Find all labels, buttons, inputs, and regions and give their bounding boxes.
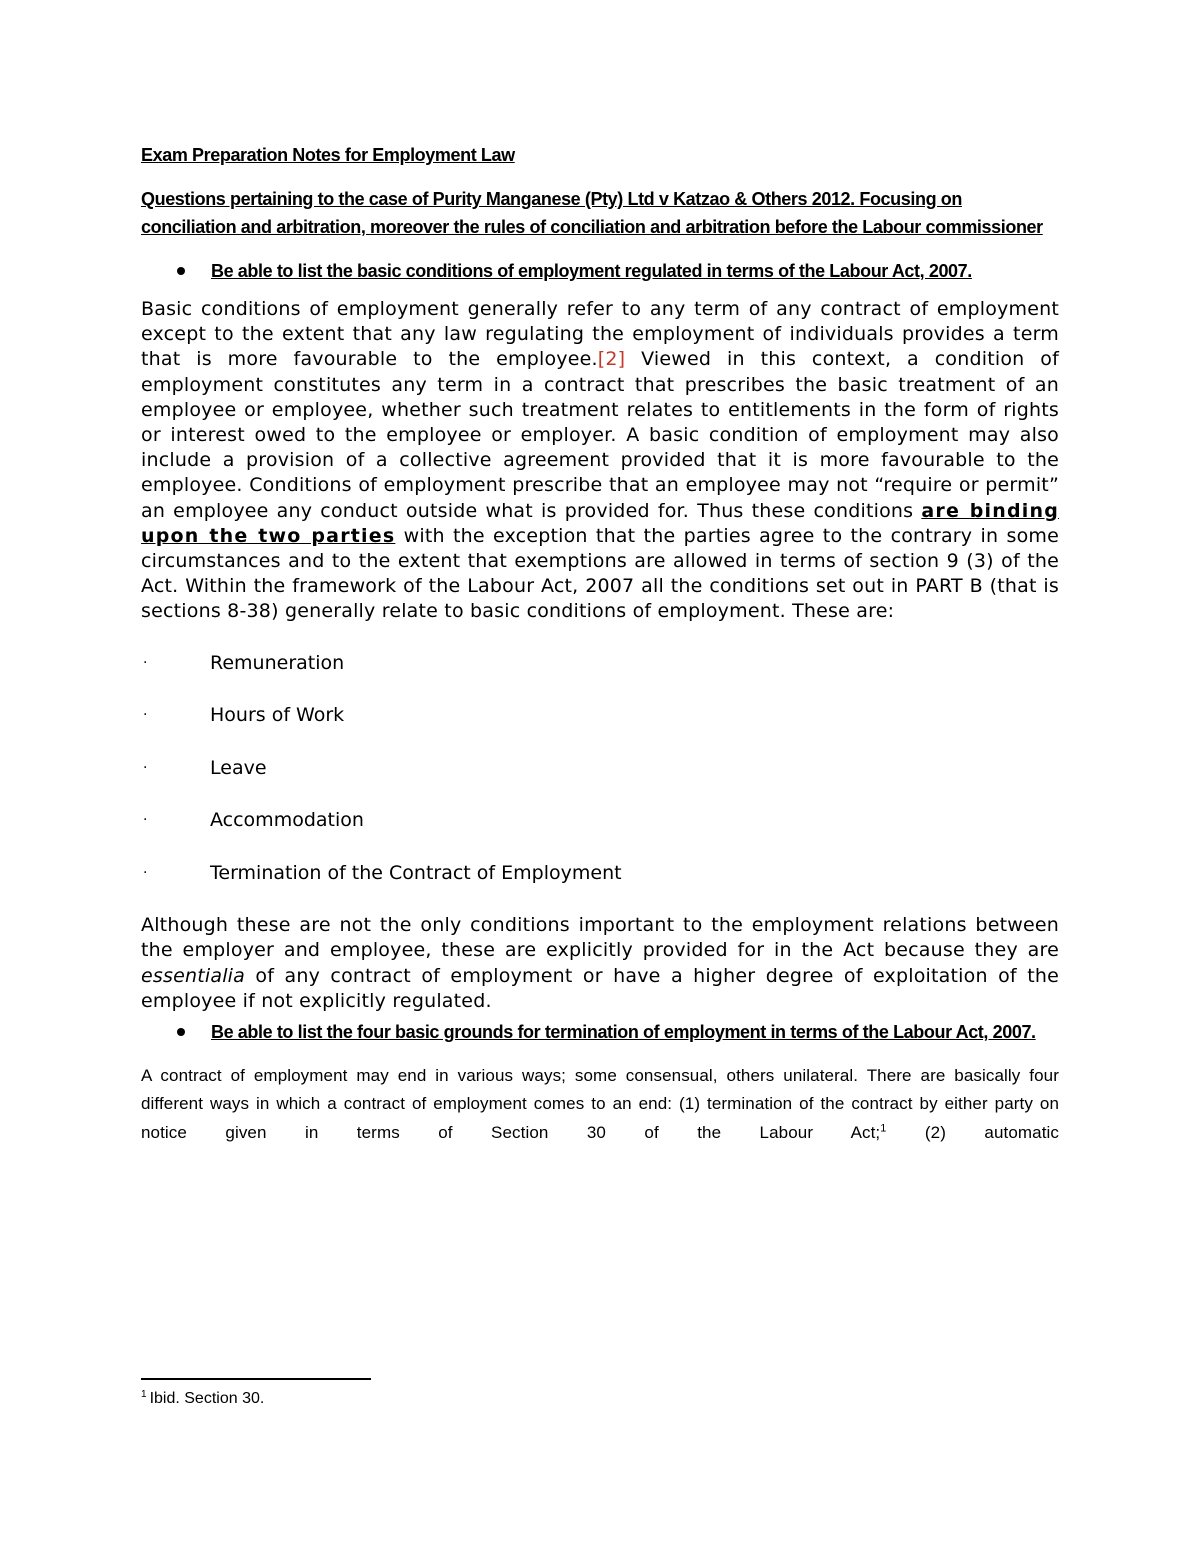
bullet-icon: · (143, 707, 148, 724)
italic-term: essentialia (141, 964, 245, 987)
emphasis-text: are binding upon the two parties (141, 499, 1059, 547)
list-item-label: Accommodation (210, 809, 364, 832)
bullet-icon: · (143, 759, 148, 776)
paragraph-text: Basic conditions of employment generally refer to any term of any contract of employment except to the extent that any law regulating the employment of individuals provides a term that is more favourable to the employee. (141, 298, 1059, 371)
paragraph-text: with the exception that the parties agree to the contrary in some circumstances and to the extent that exemptions are allowed in terms of section 9 (3) of the Act. Within the framework of the Labour Act, 2007 all the conditions set out in PART B (that is sections 8-38) generally relate to basic conditions of employment. These are: (141, 524, 1059, 623)
paragraph-termination (141, 1062, 1059, 1148)
bullet-heading-text: Be able to list the four basic grounds for termination of employment in terms of the Labour Act, 2007. (211, 1021, 1036, 1042)
list-item (141, 651, 1059, 704)
paragraph-essentialia (141, 913, 1059, 1014)
list-item-label: Hours of Work (210, 704, 345, 727)
paragraph-text: (2) automatic (886, 1122, 1060, 1142)
document-body (141, 141, 1059, 1147)
bullet-icon (177, 1028, 185, 1036)
conditions-list (141, 651, 1059, 914)
paragraph-text: Although these are not the only conditions important to the employment relations between the employer and employee, these are explicitly provided for in the Act because they are (141, 914, 1059, 962)
list-item (141, 861, 1059, 914)
footnote (141, 1388, 264, 1410)
bullet-heading-basic-conditions (141, 257, 1059, 287)
bullet-icon: · (143, 812, 148, 829)
document-title: Exam Preparation Notes for Employment Law (141, 145, 515, 165)
bullet-icon: · (143, 864, 148, 881)
question-heading: Questions pertaining to the case of Purity Manganese (Pty) Ltd v Katzao & Others 2012. Focusing on conciliation and arbitration, moreover the rules of conciliation and arbitration before the Labour commissioner (141, 189, 1043, 237)
list-item-label: Leave (210, 756, 267, 779)
footnote-number: 1 (141, 1388, 147, 1400)
reference-link[interactable]: [2] (597, 348, 626, 371)
paragraph-text: Viewed in this context, a condition of employment constitutes any term in a contract that prescribes the basic treatment of an employee or employee, whether such treatment relates to entitlements in the form of rights or interest owed to the employee or employer. A basic condition of employment may also include a provision of a collective agreement provided that it is more favourable to the employee. Conditions of employment prescribe that an employee may not “require or permit” an employee any conduct outside what is provided for. Thus these conditions (141, 348, 1059, 522)
footnote-ref[interactable]: 1 (880, 1122, 887, 1135)
bullet-icon: · (143, 654, 148, 671)
footnote-text: Ibid. Section 30. (149, 1390, 265, 1407)
paragraph-text: A contract of employment may end in various ways; some consensual, others unilateral. There are basically four different ways in which a contract of employment comes to an end: (1) termination of the contract by either party on notice given in terms of Section 30 of the Labour Act; (141, 1065, 1059, 1142)
list-item-label: Termination of the Contract of Employment (210, 861, 622, 884)
list-item-label: Remuneration (210, 651, 345, 674)
list-item (141, 703, 1059, 756)
list-item (141, 808, 1059, 861)
bullet-icon (177, 267, 185, 275)
bullet-heading-termination (141, 1018, 1059, 1048)
footnote-divider (141, 1378, 371, 1380)
paragraph-text: of any contract of employment or have a higher degree of exploitation of the employee if not explicitly regulated. (141, 964, 1059, 1012)
bullet-heading-text: Be able to list the basic conditions of employment regulated in terms of the Labour Act, 2007. (211, 261, 972, 281)
list-item (141, 756, 1059, 809)
paragraph-basic-conditions (141, 297, 1059, 625)
